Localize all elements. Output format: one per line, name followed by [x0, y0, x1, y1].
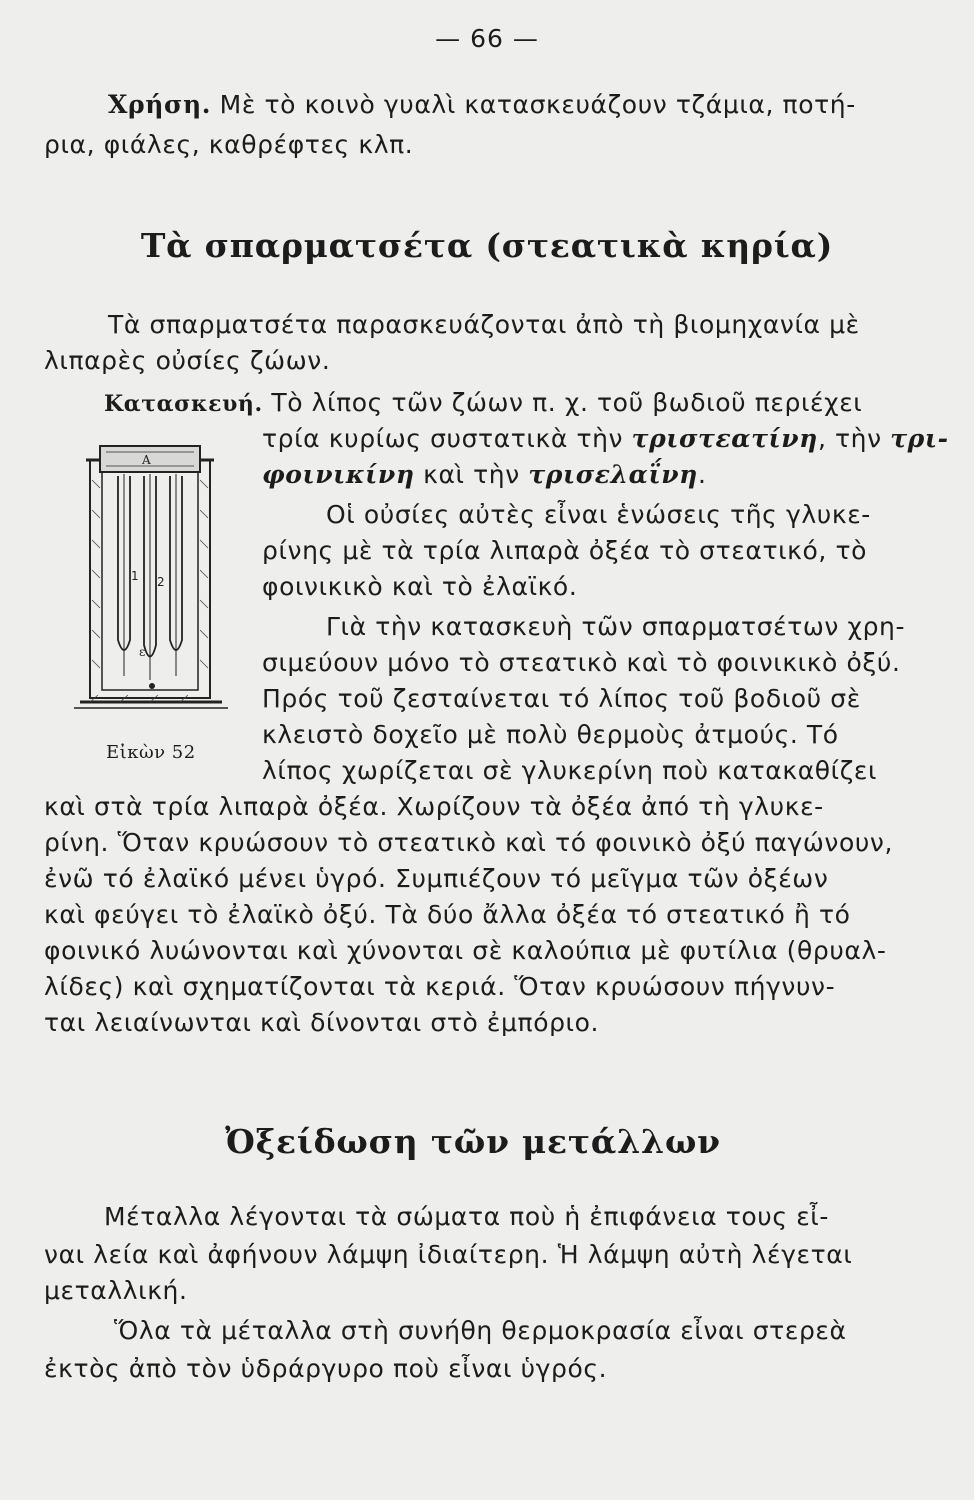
oxidation-line-2: ναι λεία καὶ ἀφήνουν λάμψη ἰδιαίτερη. Ἡ λάμψη αὐτὴ λέγεται	[44, 1240, 853, 1269]
usage-line-1	[108, 88, 856, 122]
paragraph3-line-1: Γιὰ τὴν κατασκευὴ τῶν σπαρματσέτων χρη-	[326, 612, 906, 641]
term-tristearin: τριστεατίνη	[631, 424, 818, 453]
usage-line-2: ρια, φιάλες, καθρέφτες κλπ.	[44, 130, 414, 159]
paragraph3-line-5: λίπος χωρίζεται σὲ γλυκερίνη ποὺ κατακαθίζει	[262, 756, 878, 785]
construction-label: Κατασκευή.	[104, 391, 263, 417]
paragraph3-line-2: σιμεύουν μόνο τὸ στεατικὸ καὶ τὸ φοινικικὸ ὀξύ.	[262, 648, 901, 677]
oxidation-line-5: ἐκτὸς ἀπὸ τὸν ὑδράργυρο ποὺ εἶναι ὑγρός.	[44, 1354, 608, 1383]
term-triolein: τρισελαΐνη	[528, 460, 698, 489]
figure-label-1: 1	[131, 569, 139, 583]
candle-mold-figure	[60, 440, 240, 720]
intro-line-2: λιπαρὲς οὐσίες ζώων.	[44, 346, 331, 375]
paragraph3-line-9: καὶ φεύγει τὸ ἐλαϊκὸ ὀξύ. Τὰ δύο ἄλλα ὀξέα τό στεατικό ἢ τό	[44, 900, 851, 929]
figure-caption: Εἰκὼν 52	[106, 742, 196, 763]
section-title-candles: Τὰ σπαρματσέτα (στεατικὰ κηρία)	[140, 226, 834, 265]
paragraph2-line-3: φοινικικὸ καὶ τὸ ἐλαϊκό.	[262, 572, 578, 601]
oxidation-line-4: Ὅλα τὰ μέταλλα στὴ συνήθη θερμοκρασία εἶναι στερεὰ	[114, 1316, 847, 1345]
figure-label-a: A	[142, 453, 151, 467]
mold-frame	[74, 460, 228, 708]
paragraph3-line-7: ρίνη. Ὅταν κρυώσουν τὸ στεατικὸ καὶ τό φοινικὸ ὀξύ παγώνουν,	[44, 828, 894, 857]
paragraph3-line-8: ἐνῶ τό ἐλαϊκό μένει ὑγρό. Συμπιέζουν τό μεῖγμα τῶν ὀξέων	[44, 864, 829, 893]
construction-text-2b: , τὴν	[817, 424, 891, 453]
oxidation-line-1: Μέταλλα λέγονται τὰ σώματα ποὺ ἡ ἐπιφάνεια τους εἶ-	[104, 1202, 829, 1231]
paragraph2-line-1: Οἱ οὐσίες αὐτὲς εἶναι ἑνώσεις τῆς γλυκε-	[326, 500, 871, 529]
term-tripalmitin-part2: φοινικίνη	[262, 460, 415, 489]
construction-text-1: Τὸ λίπος τῶν ζώων π. χ. τοῦ βωδιοῦ περιέχει	[271, 388, 863, 417]
figure-label-e: ε	[139, 645, 146, 659]
figure-label-2: 2	[157, 575, 165, 589]
term-tripalmitin-part1: τρι-	[890, 424, 949, 453]
paragraph2-line-2: ρίνης μὲ τὰ τρία λιπαρὰ ὀξέα τὸ στεατικό, τὸ	[262, 536, 868, 565]
paragraph3-line-3: Πρός τοῦ ζεσταίνεται τό λίπος τοῦ βοδιοῦ σὲ	[262, 684, 861, 713]
construction-text-3b: καὶ τὴν	[414, 460, 529, 489]
oxidation-line-3: μεταλλική.	[44, 1276, 188, 1305]
hatching	[90, 480, 208, 702]
paragraph3-line-6: καὶ στὰ τρία λιπαρὰ ὀξέα. Χωρίζουν τὰ ὀξέα ἀπό τὴ γλυκε-	[44, 792, 824, 821]
construction-text-3c: .	[697, 460, 707, 489]
usage-label: Χρήση.	[108, 90, 212, 119]
paragraph3-line-4: κλειστὸ δοχεῖο μὲ πολὺ θερμοὺς ἀτμούς. Τό	[262, 720, 839, 749]
usage-text-1: Μὲ τὸ κοινὸ γυαλὶ κατασκευάζουν τζάμια, ποτή-	[219, 90, 856, 119]
paragraph3-line-12: ται λειαίνωνται καὶ δίνονται στὸ ἐμπόριο.	[44, 1008, 600, 1037]
construction-line-2	[262, 422, 949, 456]
candle-tubes	[118, 474, 182, 680]
construction-line-1	[104, 386, 862, 421]
mold-pin	[149, 683, 155, 689]
construction-text-2a: τρία κυρίως συστατικὰ τὴν	[262, 424, 632, 453]
paragraph3-line-11: λίδες) καὶ σχηματίζονται τὰ κεριά. Ὅταν κρυώσουν πήγνυν-	[44, 972, 836, 1001]
paragraph3-line-10: φοινικό λυώνονται καὶ χύνονται σὲ καλούπια μὲ φυτίλια (θρυαλ-	[44, 936, 887, 965]
construction-line-3	[262, 458, 706, 492]
page-number: — 66 —	[435, 24, 539, 53]
intro-line-1: Τὰ σπαρματσέτα παρασκευάζονται ἀπὸ τὴ βιομηχανία μὲ	[108, 310, 860, 339]
section-title-oxidation: Ὀξείδωση τῶν μετάλλων	[225, 1122, 721, 1161]
